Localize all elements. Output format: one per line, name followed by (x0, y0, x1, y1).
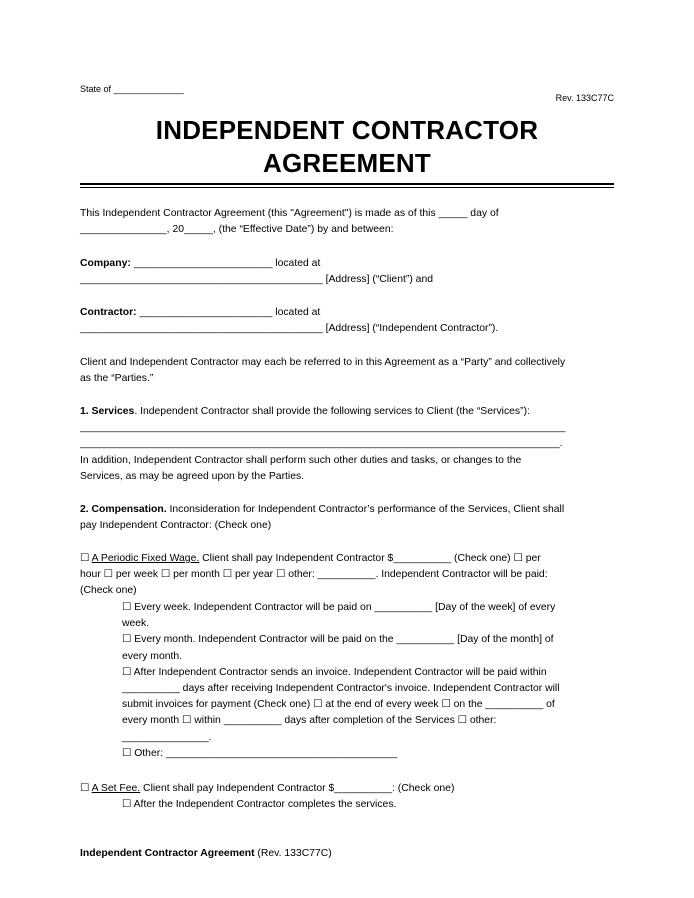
title-line-1: INDEPENDENT CONTRACTOR (155, 115, 539, 145)
page-footer (80, 848, 332, 859)
compensation-text: Inconsideration for Independent Contractor’s performance of the Services, Client shall (166, 504, 565, 515)
company-address-line: __________________________________________ [Address] (“Client”) and (80, 274, 434, 286)
periodic-line-1 (80, 551, 620, 567)
setfee-text: Client shall pay Independent Contractor $__________: (Check one) (140, 783, 455, 794)
option-after-invoice-l4: every month ☐ within __________ days after completion of the Services ☐ other: (122, 715, 497, 727)
services-line-1 (80, 404, 620, 420)
services-line-4: In addition, Independent Contractor shall perform such other duties and tasks, or changes to the (80, 454, 522, 466)
parties-line-1: Client and Independent Contractor may each be referred to in this Agreement as a “Party” and collectively (80, 357, 566, 368)
parties-line-2: as the “Parties.” (80, 373, 154, 385)
periodic-checkbox[interactable]: ☐ (80, 553, 92, 564)
setfee-options (122, 797, 612, 813)
document-title (0, 114, 694, 180)
services-line-5: Services, as may be agreed upon by the Parties. (80, 470, 305, 482)
option-every-week-cont: week. (122, 618, 150, 630)
set-fee-section (80, 781, 620, 797)
option-after-invoice-l2: __________ days after receiving Independent Contractor's invoice. Independent Contractor will (122, 683, 560, 695)
footer-title: Independent Contractor Agreement (80, 848, 255, 859)
option-after-invoice-l3: submit invoices for payment (Check one) ☐ at the end of every week ☐ on the __________ of (122, 699, 555, 711)
company-name-blank: ________________________ located at (130, 258, 321, 269)
setfee-checkbox[interactable]: ☐ (80, 783, 92, 794)
periodic-options (122, 600, 612, 762)
services-section (80, 404, 620, 485)
option-every-month-cont: every month. (122, 650, 183, 662)
company-label: Company: (80, 258, 131, 269)
periodic-line-2: hour ☐ per week ☐ per month ☐ per year ☐ other: __________. Independent Contractor will be paid: (80, 569, 548, 581)
compensation-line-2: pay Independent Contractor: (Check one) (80, 520, 272, 532)
intro-line-1: This Independent Contractor Agreement (this "Agreement") is made as of this _____ day of (80, 208, 499, 219)
intro-line-2: _______________, 20_____, (the “Effective Date”) by and between: (80, 224, 394, 236)
option-every-month[interactable]: ☐ Every month. Independent Contractor will be paid on the __________ [Day of the month] of (122, 634, 554, 646)
periodic-wage-section (80, 551, 620, 600)
title-line-2: AGREEMENT (263, 148, 431, 178)
option-other[interactable]: ☐ Other: ________________________________________ (122, 747, 398, 759)
compensation-line-1 (80, 502, 620, 518)
compensation-heading: 2. Compensation. (80, 504, 167, 515)
services-text: . Independent Contractor shall provide the following services to Client (the “Services”): (134, 406, 530, 417)
company-line-1 (80, 256, 620, 272)
option-after-invoice[interactable]: ☐ After Independent Contractor sends an invoice. Independent Contractor will be paid within (122, 666, 547, 678)
periodic-line-3: (Check one) (80, 585, 137, 597)
compensation-section (80, 502, 620, 534)
services-heading: 1. Services (80, 406, 135, 417)
services-blank-1: ____________________________________________________________________________________ (80, 422, 566, 434)
setfee-heading: A Set Fee. (91, 783, 141, 794)
contractor-line-1 (80, 305, 620, 321)
option-after-completion[interactable]: ☐ After the Independent Contractor completes the services. (122, 799, 397, 810)
contractor-paragraph (80, 305, 620, 337)
option-after-invoice-l5: _______________. (122, 731, 212, 743)
company-paragraph (80, 256, 620, 288)
footer-revision: (Rev. 133C77C) (254, 848, 332, 859)
periodic-text: Client shall pay Independent Contractor $__________ (Check one) ☐ per (199, 553, 541, 564)
parties-paragraph (80, 355, 620, 387)
intro-paragraph (80, 206, 620, 238)
contractor-label: Contractor: (80, 307, 137, 318)
state-field: State of ______________ (80, 84, 184, 94)
setfee-line-1 (80, 781, 620, 797)
title-divider-thick (80, 183, 614, 185)
periodic-heading: A Periodic Fixed Wage. (91, 553, 200, 564)
title-divider-thin (80, 187, 614, 188)
revision-code: Rev. 133C77C (555, 93, 614, 103)
option-every-week[interactable]: ☐ Every week. Independent Contractor will be paid on __________ [Day of the week] of every (122, 602, 556, 613)
services-blank-2: ___________________________________________________________________________________. (80, 438, 563, 450)
contractor-name-blank: _______________________ located at (136, 307, 321, 318)
contractor-address-line: __________________________________________ [Address] (“Independent Contractor”). (80, 323, 499, 335)
